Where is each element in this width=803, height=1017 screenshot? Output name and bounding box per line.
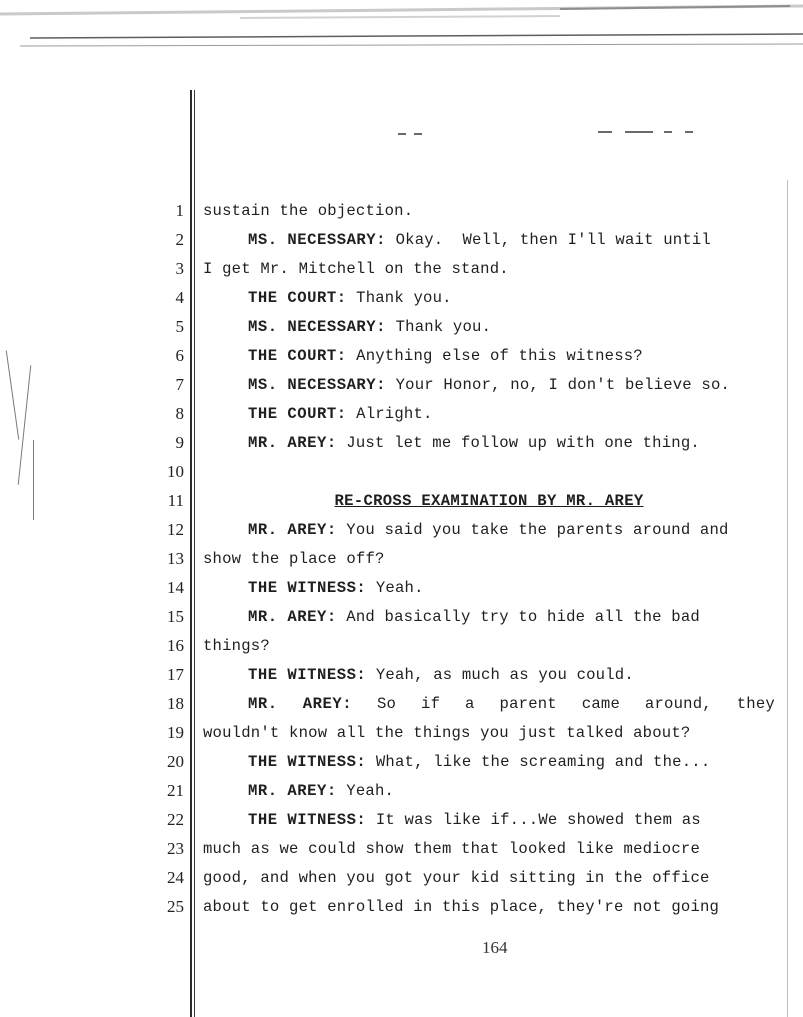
- line-number: 3: [175, 259, 184, 278]
- transcript-line: [0, 344, 803, 373]
- transcript-line: [0, 721, 803, 750]
- line-number: 16: [167, 636, 184, 655]
- line-text: THE COURT: Anything else of this witness?: [248, 347, 643, 365]
- speaker-label: MR. AREY:: [248, 608, 337, 626]
- scan-dash: [685, 131, 693, 133]
- line-text: much as we could show them that looked like mediocre: [203, 840, 701, 858]
- line-text: THE COURT: Thank you.: [248, 289, 452, 307]
- line-text: THE COURT: Alright.: [248, 405, 433, 423]
- line-number: 6: [175, 346, 184, 365]
- speaker-label: THE WITNESS:: [248, 753, 367, 771]
- line-number: 1: [175, 201, 184, 220]
- speaker-label: MS. NECESSARY:: [248, 231, 387, 249]
- line-text: MR. AREY: So if a parent came around, they: [248, 695, 775, 713]
- line-text: MR. AREY: You said you take the parents around and: [248, 521, 729, 539]
- line-text: MS. NECESSARY: Your Honor, no, I don't believe so.: [248, 376, 731, 394]
- transcript-line: [0, 634, 803, 663]
- scan-dash: [664, 131, 672, 133]
- line-text: MS. NECESSARY: Thank you.: [248, 318, 492, 336]
- line-text: wouldn't know all the things you just talked about?: [203, 724, 691, 742]
- transcript-line: [0, 460, 803, 489]
- transcript-line: [0, 895, 803, 924]
- line-number: 9: [175, 433, 184, 452]
- line-text: THE WITNESS: It was like if...We showed them as: [248, 811, 701, 829]
- line-number: 10: [167, 462, 184, 481]
- line-text: sustain the objection.: [203, 202, 414, 220]
- transcript-line: [0, 286, 803, 315]
- line-number: 2: [175, 230, 184, 249]
- speaker-label: MS. NECESSARY:: [248, 376, 387, 394]
- line-number: 22: [167, 810, 184, 829]
- speaker-label: THE COURT:: [248, 289, 347, 307]
- line-number: 13: [167, 549, 184, 568]
- scan-dash: [625, 131, 653, 133]
- line-text: good, and when you got your kid sitting in the office: [203, 869, 710, 887]
- transcript-line: [0, 199, 803, 228]
- line-number: 24: [167, 868, 184, 887]
- line-text: MR. AREY: And basically try to hide all the bad: [248, 608, 700, 626]
- line-number: 18: [167, 694, 184, 713]
- line-text: I get Mr. Mitchell on the stand.: [203, 260, 509, 278]
- line-number: 21: [167, 781, 184, 800]
- transcript-line: [0, 837, 803, 866]
- line-number: 11: [167, 491, 184, 510]
- transcript-line: [0, 373, 803, 402]
- line-number: 19: [167, 723, 184, 742]
- line-number: 7: [175, 375, 184, 394]
- line-number: 23: [167, 839, 184, 858]
- line-text: about to get enrolled in this place, they're not going: [203, 898, 720, 916]
- scan-dash: [414, 133, 422, 135]
- transcript-line: [0, 547, 803, 576]
- line-text: THE WITNESS: Yeah, as much as you could.: [248, 666, 634, 684]
- line-text: MS. NECESSARY: Okay. Well, then I'll wait until: [248, 231, 711, 249]
- line-number: 17: [167, 665, 184, 684]
- line-number: 20: [167, 752, 184, 771]
- section-heading: RE-CROSS EXAMINATION BY MR. AREY: [334, 492, 644, 510]
- transcript-line: [0, 779, 803, 808]
- transcript-line: [0, 605, 803, 634]
- speaker-label: THE WITNESS:: [248, 811, 367, 829]
- transcript-line: [0, 257, 803, 286]
- transcript-line: [0, 518, 803, 547]
- scan-dash: [598, 131, 612, 133]
- speaker-label: MR. AREY:: [248, 782, 337, 800]
- speaker-label: MS. NECESSARY:: [248, 318, 387, 336]
- line-number: 12: [167, 520, 184, 539]
- line-text: THE WITNESS: What, like the screaming and the...: [248, 753, 711, 771]
- photocopy-top-edge: [0, 0, 803, 62]
- speaker-label: MR. AREY:: [248, 521, 337, 539]
- line-number: 14: [167, 578, 184, 597]
- speaker-label: THE COURT:: [248, 347, 347, 365]
- line-number: 8: [175, 404, 184, 423]
- speaker-label: THE COURT:: [248, 405, 347, 423]
- speaker-label: THE WITNESS:: [248, 666, 367, 684]
- transcript-line: [0, 402, 803, 431]
- line-number: 15: [167, 607, 184, 626]
- line-text: MR. AREY: Just let me follow up with one thing.: [248, 434, 700, 452]
- transcript-line: [0, 489, 803, 518]
- transcript-line: [0, 808, 803, 837]
- line-text: show the place off?: [203, 550, 385, 568]
- transcript-line: [0, 228, 803, 257]
- speaker-label: THE WITNESS:: [248, 579, 367, 597]
- line-text: things?: [203, 637, 270, 655]
- transcript-line: [0, 866, 803, 895]
- transcript-line: [0, 315, 803, 344]
- line-number: 4: [175, 288, 184, 307]
- transcript-line: [0, 576, 803, 605]
- transcript-line: [0, 431, 803, 460]
- line-text: MR. AREY: Yeah.: [248, 782, 395, 800]
- line-number: 25: [167, 897, 184, 916]
- speaker-label: MR. AREY:: [248, 434, 337, 452]
- scan-dash: [398, 133, 406, 135]
- speaker-label: MR. AREY:: [248, 695, 353, 713]
- transcript-line: [0, 750, 803, 779]
- transcript-line: [0, 663, 803, 692]
- line-text: THE WITNESS: Yeah.: [248, 579, 424, 597]
- line-number: 5: [175, 317, 184, 336]
- transcript-line: [0, 692, 803, 721]
- page-number: 164: [482, 938, 508, 957]
